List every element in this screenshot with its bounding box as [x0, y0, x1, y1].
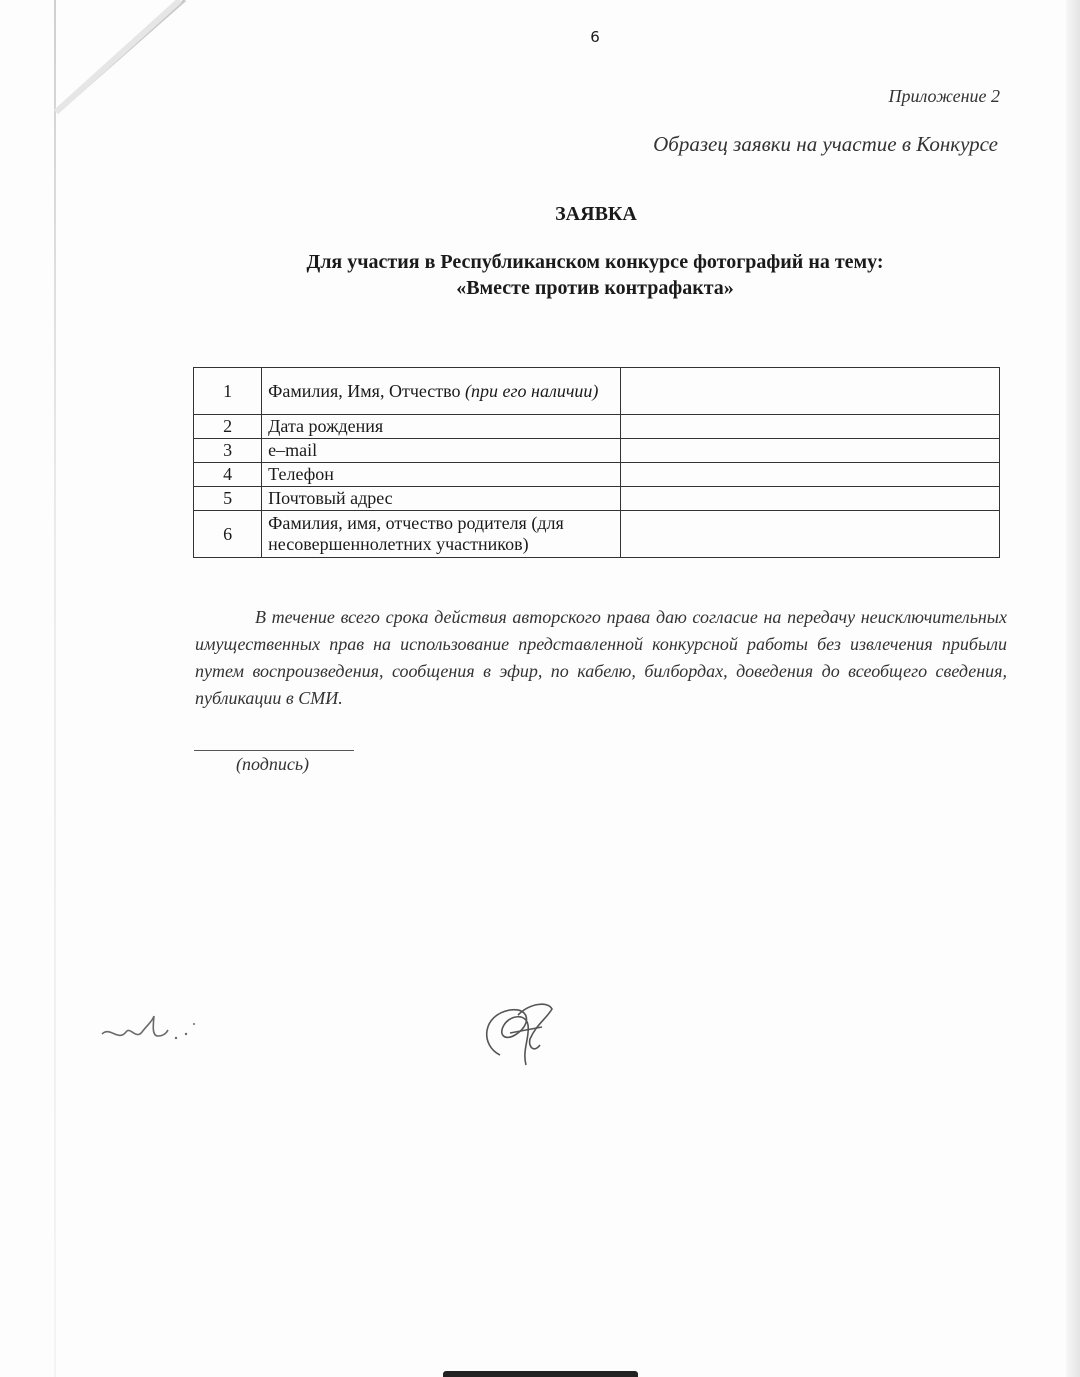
table-row — [194, 463, 1000, 487]
row-number: 3 — [194, 439, 262, 463]
row-number: 2 — [194, 415, 262, 439]
row-number: 1 — [194, 368, 262, 415]
signature-line[interactable] — [194, 750, 354, 751]
sample-title: Образец заявки на участие в Конкурсе — [653, 132, 998, 156]
handwritten-initials — [96, 1012, 206, 1052]
row-label: Фамилия, имя, отчество родителя (для несовершеннолетних участников) — [262, 511, 621, 558]
table-row — [194, 511, 1000, 558]
row-number: 5 — [194, 487, 262, 511]
row-value-field[interactable] — [621, 439, 1000, 463]
row-number: 4 — [194, 463, 262, 487]
application-form-table — [193, 367, 1000, 558]
row-label: Телефон — [262, 463, 621, 487]
consent-paragraph: В течение всего срока действия авторского права даю согласие на передачу неисключительных имущественных прав на использование представленной конкурсной работы без извлечения прибыли путем воспроизведения, сообщения в эфир, по кабелю, билбордах, доведения до всеобщего сведения, публикации в СМИ. — [195, 607, 1007, 708]
subtitle-line-2: «Вместе против контрафакта» — [456, 277, 734, 299]
page-number: 6 — [590, 28, 600, 46]
row-value-field[interactable] — [621, 487, 1000, 511]
document-title: ЗАЯВКА — [555, 203, 637, 225]
signature-caption: (подпись) — [236, 754, 310, 774]
row-label: e–mail — [262, 439, 621, 463]
row-label-note: (при его наличии) — [465, 380, 599, 401]
row-label: Почтовый адрес — [262, 487, 621, 511]
handwritten-signature — [470, 995, 570, 1070]
table-row — [194, 439, 1000, 463]
row-value-field[interactable] — [621, 415, 1000, 439]
table-row — [194, 368, 1000, 415]
home-indicator-bar[interactable] — [443, 1371, 638, 1377]
page-corner-fold — [40, 0, 200, 130]
table-row — [194, 415, 1000, 439]
row-label — [262, 368, 621, 415]
row-number: 6 — [194, 511, 262, 558]
row-value-field[interactable] — [621, 463, 1000, 487]
row-label-text: Фамилия, Имя, Отчество — [268, 380, 466, 401]
row-value-field[interactable] — [621, 511, 1000, 558]
row-value-field[interactable] — [621, 368, 1000, 415]
table-row — [194, 487, 1000, 511]
subtitle-line-1: Для участия в Республиканском конкурсе фотографий на тему: — [306, 251, 884, 273]
document-subtitle — [240, 249, 950, 301]
row-label: Дата рождения — [262, 415, 621, 439]
appendix-label: Приложение 2 — [888, 86, 1000, 106]
